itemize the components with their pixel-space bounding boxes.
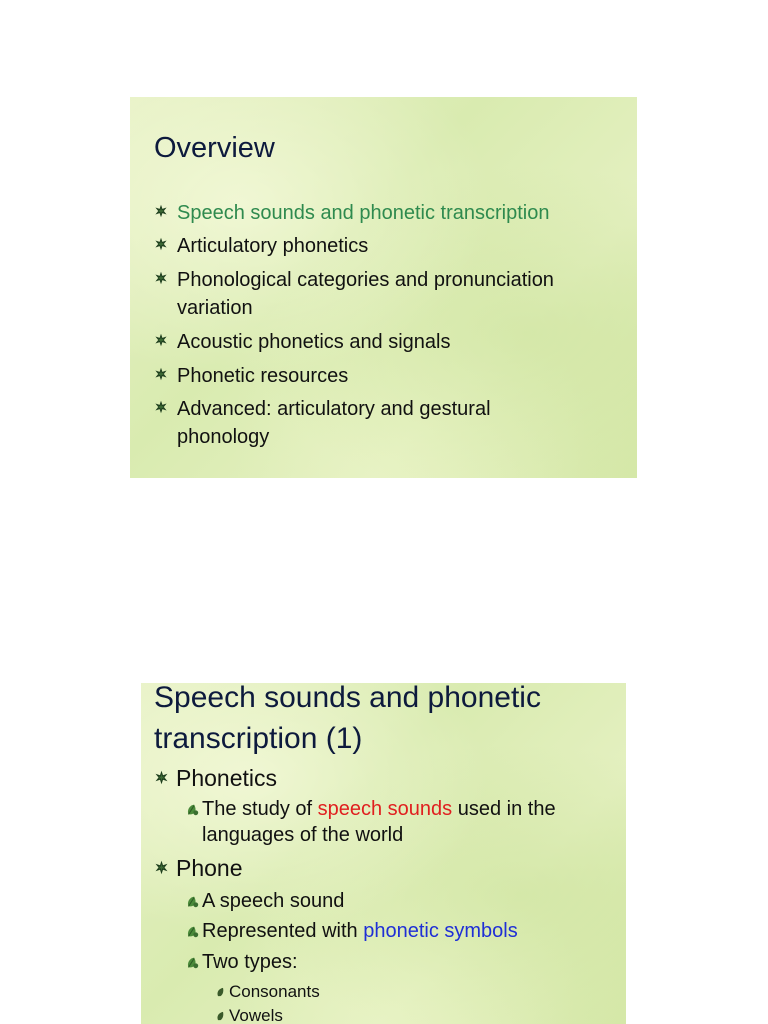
bullet-text: Phonetics — [176, 765, 278, 791]
leaf-bullet-icon — [154, 770, 169, 785]
bullet-text: Advanced: articulatory and gestural — [177, 398, 491, 420]
sub-bullet-text-continued: languages of the world — [202, 824, 404, 846]
slide-speech-sounds — [141, 683, 626, 1024]
text-segment: The study of — [202, 798, 318, 820]
leaf-bullet-icon — [154, 237, 168, 251]
bullet-text: Phone — [176, 855, 243, 881]
slide-title-line1: Speech sounds and phonetic — [154, 683, 541, 714]
leaf-tiny-icon — [216, 1011, 225, 1021]
leaf-bullet-icon — [154, 204, 168, 218]
bullet-text: Acoustic phonetics and signals — [177, 331, 451, 353]
slide-title-line2: transcription (1) — [154, 722, 363, 755]
slide-title: Overview — [154, 132, 275, 164]
bullet-text: Phonological categories and pronunciation — [177, 269, 554, 291]
leaf-bullet-icon — [154, 860, 169, 875]
highlight-phonetic-symbols: phonetic symbols — [363, 920, 518, 942]
leaf-small-icon — [186, 925, 199, 938]
bullet-text: Phonetic resources — [177, 365, 349, 387]
leaf-bullet-icon — [154, 400, 168, 414]
sub-sub-bullet-text: Consonants — [229, 982, 320, 1001]
leaf-small-icon — [186, 956, 199, 969]
sub-sub-bullet-text: Vowels — [229, 1006, 283, 1024]
text-segment: Represented with — [202, 920, 364, 942]
leaf-small-icon — [186, 895, 199, 908]
sub-bullet-text — [202, 919, 518, 944]
bullet-text: Articulatory phonetics — [177, 235, 369, 257]
leaf-bullet-icon — [154, 333, 168, 347]
leaf-bullet-icon — [154, 367, 168, 381]
slide-overview — [130, 97, 637, 478]
leaf-tiny-icon — [216, 987, 225, 997]
sub-bullet-text: Two types: — [202, 951, 298, 973]
bullet-text-continued: phonology — [177, 426, 270, 448]
highlight-speech-sounds: speech sounds — [317, 798, 453, 820]
sub-bullet-text: A speech sound — [202, 890, 345, 912]
leaf-bullet-icon — [154, 271, 168, 285]
text-segment: used in the — [452, 798, 556, 820]
slide-title — [154, 683, 541, 759]
sub-bullet-text — [202, 797, 556, 822]
bullet-text-continued: variation — [177, 297, 253, 319]
bullet-text: Speech sounds and phonetic transcription — [177, 202, 550, 224]
leaf-small-icon — [186, 803, 199, 816]
